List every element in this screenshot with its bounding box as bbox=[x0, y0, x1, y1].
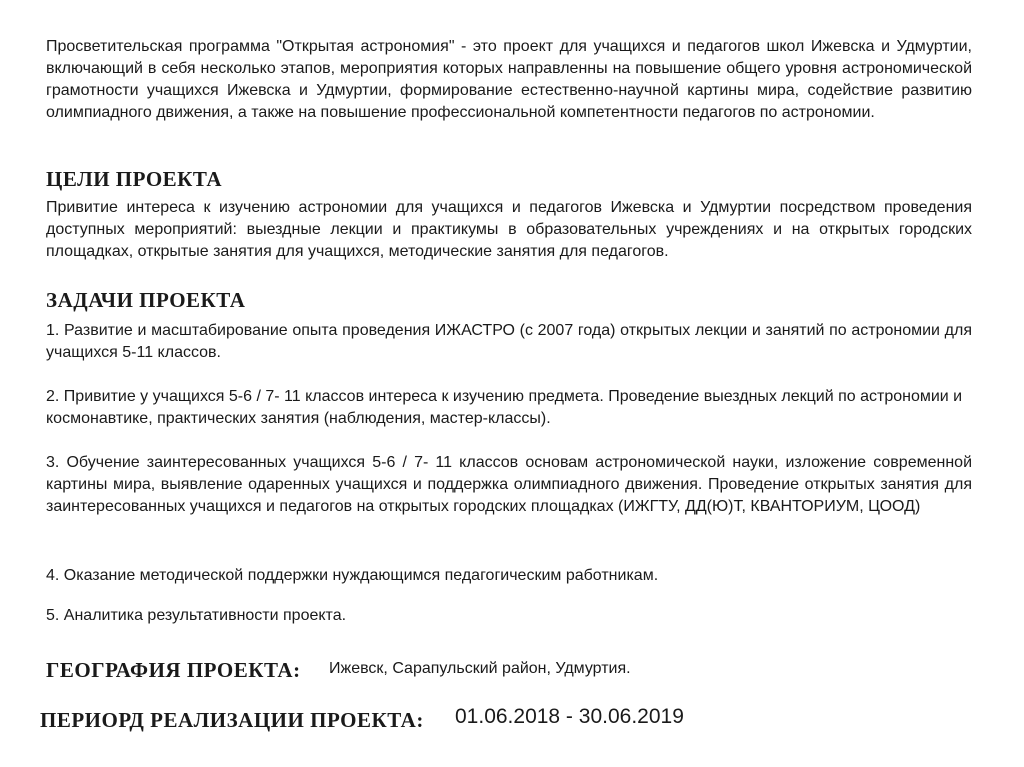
period-heading: ПЕРИОРД РЕАЛИЗАЦИИ ПРОЕКТА: bbox=[40, 708, 424, 732]
goals-heading: ЦЕЛИ ПРОЕКТА bbox=[46, 167, 223, 191]
task-item-2: 2. Привитие у учащихся 5-6 / 7- 11 классов интереса к изучению предмета. Проведение выездных лекций по астрономии и космонавтике, практических занятия (наблюдения, мастер-классы). bbox=[46, 388, 963, 427]
geography-value: Ижевск, Сарапульский район, Удмуртия. bbox=[329, 660, 631, 677]
tasks-heading: ЗАДАЧИ ПРОЕКТА bbox=[46, 288, 246, 312]
period-value: 01.06.2018 - 30.06.2019 bbox=[455, 705, 684, 728]
goals-paragraph: Привитие интереса к изучению астрономии для учащихся и педагогов Ижевска и Удмуртии посредством проведения доступных мероприятий: выездные лекции и практикумы в образовательных учреждениях и на открытых городских площадках, открытые занятия для учащихся, методические занятия для педагогов. bbox=[46, 199, 972, 260]
task-item-4: 4. Оказание методической поддержки нуждающимся педагогическим работникам. bbox=[46, 567, 659, 584]
task-item-5: 5. Аналитика результативности проекта. bbox=[46, 607, 347, 624]
intro-paragraph: Просветительская программа "Открытая астрономия" - это проект для учащихся и педагогов школ Ижевска и Удмуртии, включающий в себя несколько этапов, мероприятия которых направленны на повышение общего уровня астрономической грамотности учащихся Ижевска и Удмуртии, формирование естественно-научной картины мира, содействие развитию олимпиадного движения, а также на повышение профессиональной компетентности педагогов по астрономии. bbox=[46, 38, 972, 121]
geography-heading: ГЕОГРАФИЯ ПРОЕКТА: bbox=[46, 658, 301, 682]
task-item-3: 3. Обучение заинтересованных учащихся 5-6 / 7- 11 классов основам астрономической науки, изложение современной картины мира, выявление одаренных учащихся и поддержка олимпиадного движения. Проведение открытых занятия для заинтересованных учащихся и педагогов на открытых городских площадках (ИЖГТУ, ДД(Ю)Т, КВАНТОРИУМ, ЦООД) bbox=[46, 454, 972, 515]
task-item-1: 1. Развитие и масштабирование опыта проведения ИЖАСТРО (с 2007 года) открытых лекции и занятий по астрономии для учащихся 5-11 классов. bbox=[46, 322, 972, 361]
